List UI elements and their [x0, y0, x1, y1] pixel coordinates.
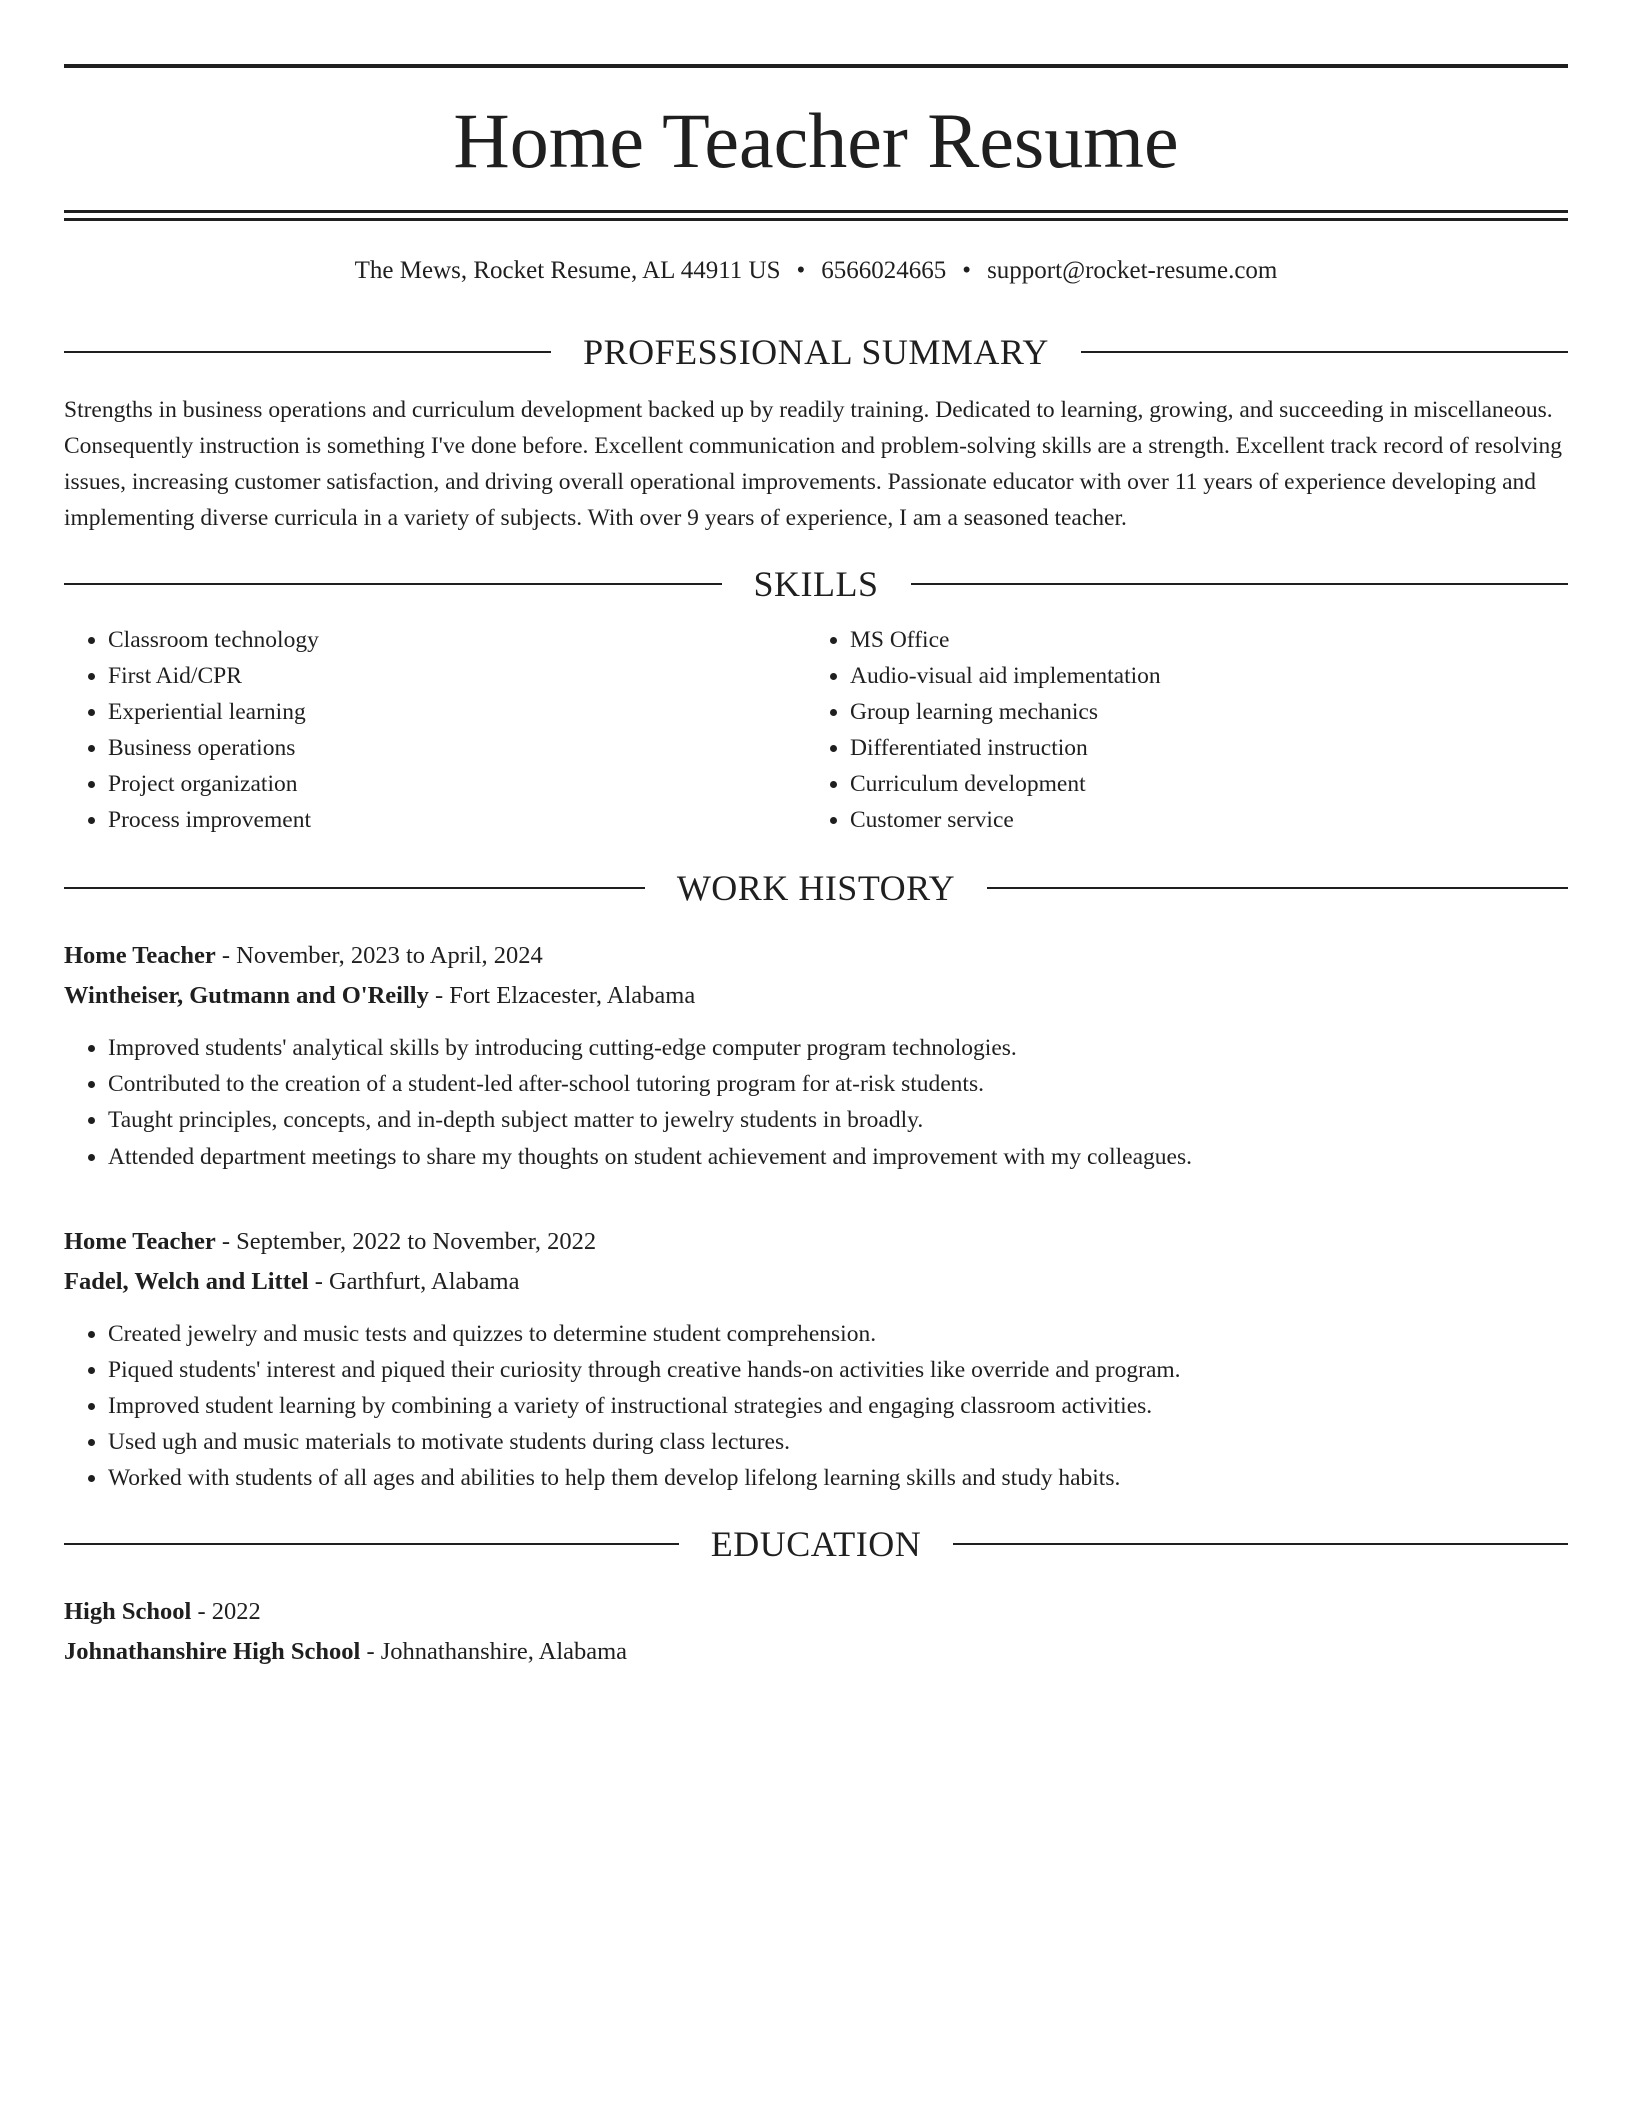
education-location: - Johnathanshire, Alabama [360, 1638, 628, 1665]
education-heading-label: EDUCATION [710, 1524, 922, 1564]
skill-item: • Business operations [108, 730, 806, 766]
job-bullet: • Attended department meetings to share my thoughts on student achievement and improvement with my colleagues. [108, 1138, 1568, 1176]
summary-heading [64, 332, 1568, 372]
resume-page [64, 64, 1568, 1672]
job-bullet: • Piqued students' interest and piqued their curiosity through creative hands-on activities like override and program. [108, 1352, 1568, 1388]
skills-list [64, 622, 1568, 838]
job-dates: - November, 2023 to April, 2024 [215, 942, 543, 969]
job-bullet: • Worked with students of all ages and abilities to help them develop lifelong learning skills and study habits. [108, 1460, 1568, 1496]
top-rule [64, 64, 1568, 68]
job-dates: - September, 2022 to November, 2022 [215, 1228, 597, 1255]
skills-column-left [64, 622, 806, 838]
heading-rule-right [911, 583, 1569, 585]
skill-item: • First Aid/CPR [108, 658, 806, 694]
skills-column-right [806, 622, 1548, 838]
job-entry [64, 1222, 1568, 1496]
summary-text: Strengths in business operations and curriculum development backed up by readily training. Dedicated to learning, growing, and succeeding in miscellaneous. Consequently instruction is something I've done before. Excellent communication and problem-solving skills are a strength. Excellent track record of resolving issues, increasing customer satisfaction, and driving overall operational improvements. Passionate educator with over 11 years of experience developing and implementing diverse curricula in a variety of subjects. With over 9 years of experience, I am a seasoned teacher. [64, 397, 1563, 531]
job-bullet: • Improved student learning by combining a variety of instructional strategies and engaging classroom activities. [108, 1388, 1568, 1424]
skill-item: • Experiential learning [108, 694, 806, 730]
job-location: - Fort Elzacester, Alabama [428, 982, 696, 1009]
skill-item: • Curriculum development [850, 766, 1548, 802]
contact-email: support@rocket-resume.com [987, 257, 1278, 284]
contact-phone: 6566024665 [821, 257, 947, 284]
job-title-line [64, 936, 1568, 976]
skill-item: • Audio-visual aid implementation [850, 658, 1548, 694]
job-title-line [64, 1222, 1568, 1262]
work-history-heading [64, 868, 1568, 908]
skill-item: • Classroom technology [108, 622, 806, 658]
contact-separator: • [796, 257, 806, 284]
heading-rule-left [64, 1543, 679, 1545]
title-double-rule [64, 210, 1568, 221]
summary-heading-label: PROFESSIONAL SUMMARY [583, 332, 1049, 372]
job-company: Wintheiser, Gutmann and O'Reilly [64, 982, 429, 1009]
job-company: Fadel, Welch and Littel [64, 1268, 309, 1295]
work-history-heading-label: WORK HISTORY [676, 868, 956, 908]
skills-heading [64, 564, 1568, 604]
education-degree: High School [64, 1598, 192, 1625]
skills-heading-label: SKILLS [753, 564, 879, 604]
skill-item: • Project organization [108, 766, 806, 802]
education-school-line [64, 1632, 1568, 1672]
education-degree-line [64, 1592, 1568, 1632]
job-location: - Garthfurt, Alabama [308, 1268, 520, 1295]
education-heading [64, 1524, 1568, 1564]
job-bullets [64, 1316, 1568, 1496]
job-bullet: • Used ugh and music materials to motivate students during class lectures. [108, 1424, 1568, 1460]
job-bullets [64, 1030, 1568, 1176]
job-title: Home Teacher [64, 1228, 216, 1255]
skill-item: • MS Office [850, 622, 1548, 658]
contact-separator: • [962, 257, 972, 284]
heading-rule-left [64, 583, 722, 585]
job-bullet: • Taught principles, concepts, and in-depth subject matter to jewelry students in broadly. [108, 1102, 1568, 1138]
job-title: Home Teacher [64, 942, 216, 969]
contact-line [64, 256, 1568, 286]
heading-rule-right [953, 1543, 1568, 1545]
resume-title: Home Teacher Resume [453, 97, 1179, 184]
job-bullet: • Created jewelry and music tests and quizzes to determine student comprehension. [108, 1316, 1568, 1352]
education-year: - 2022 [191, 1598, 261, 1625]
skill-item: • Customer service [850, 802, 1548, 838]
education-school: Johnathanshire High School [64, 1638, 361, 1665]
heading-rule-right [1081, 351, 1568, 353]
job-company-line [64, 976, 1568, 1016]
education-entry [64, 1592, 1568, 1672]
skill-item: • Group learning mechanics [850, 694, 1548, 730]
job-bullet: • Contributed to the creation of a student-led after-school tutoring program for at-risk students. [108, 1066, 1568, 1102]
skill-item: • Differentiated instruction [850, 730, 1548, 766]
contact-address: The Mews, Rocket Resume, AL 44911 US [354, 257, 781, 284]
job-company-line [64, 1262, 1568, 1302]
job-entry [64, 936, 1568, 1176]
skill-item: • Process improvement [108, 802, 806, 838]
heading-rule-left [64, 887, 645, 889]
job-bullet: • Improved students' analytical skills by introducing cutting-edge computer program technologies. [108, 1030, 1568, 1066]
heading-rule-left [64, 351, 551, 353]
heading-rule-right [987, 887, 1568, 889]
